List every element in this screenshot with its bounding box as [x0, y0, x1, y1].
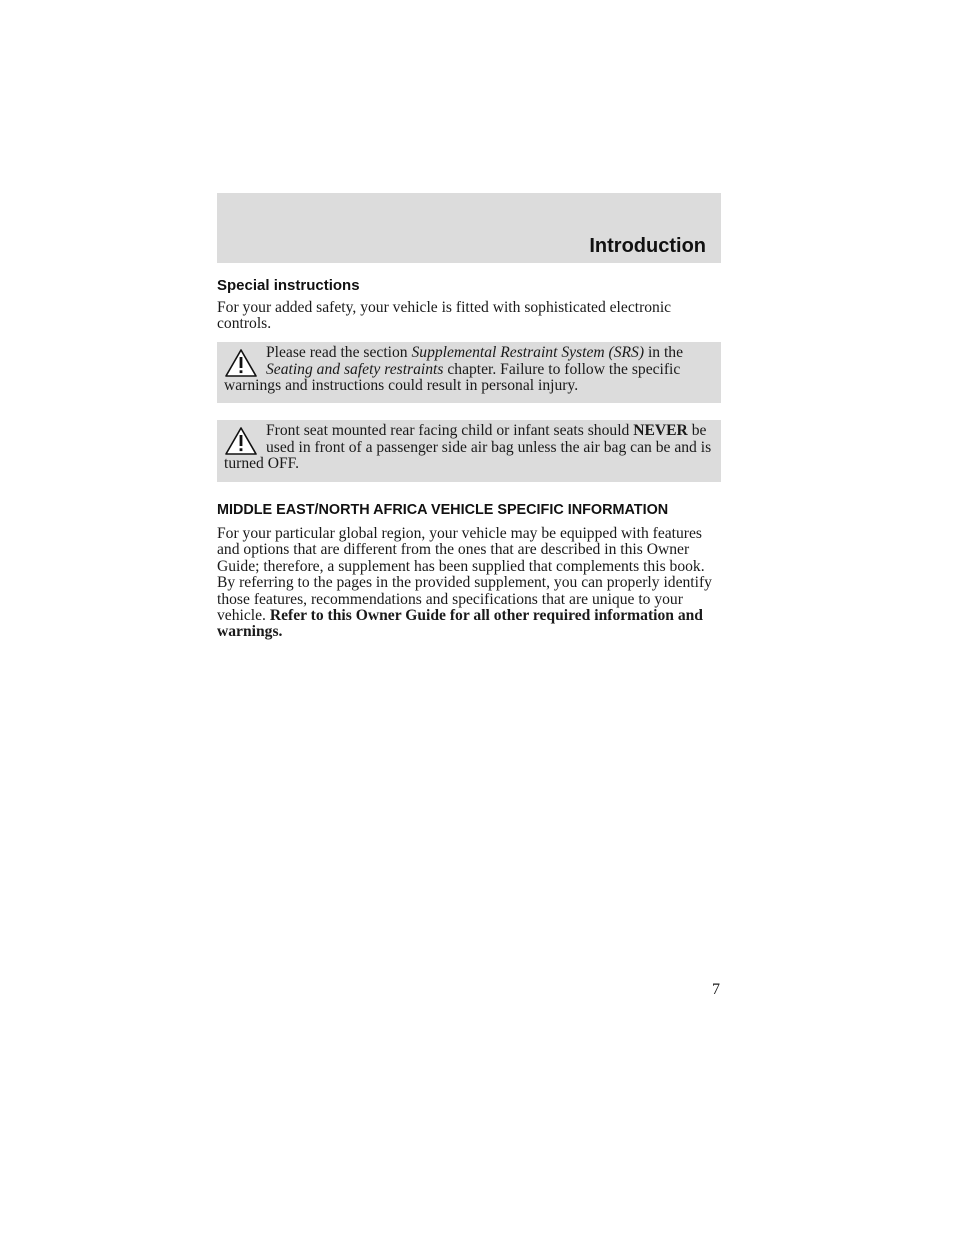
special-instructions-intro: For your added safety, your vehicle is fitted with sophisticated electronic controls. [217, 299, 672, 333]
chapter-title: Introduction [589, 235, 706, 257]
header-band [217, 193, 721, 263]
mena-body: For your particular global region, your vehicle may be equipped with features and options that are different from the ones that are described in this Owner Guide; therefore, a supplement has been supplied that complements this book. By referring to the pages in the provided supplement, you can properly identify those features, recommendations and specifications that are unique to your vehicle. Refer to this Owner Guide for all other required information and warnings. [217, 525, 712, 641]
warning-child-seat-text: Front seat mounted rear facing child or infant seats should NEVER be used in front of a passenger side air bag unless the air bag can be and is turned OFF. [224, 422, 712, 473]
page-number: 7 [712, 981, 720, 998]
warning-triangle-icon [224, 426, 258, 456]
warning-triangle-icon [224, 348, 258, 378]
mena-heading: MIDDLE EAST/NORTH AFRICA VEHICLE SPECIFIC INFORMATION [217, 502, 669, 518]
warning-srs-text: Please read the section Supplemental Restraint System (SRS) in the Seating and safety restraints chapter. Failure to follow the specific warnings and instructions could result in personal injury. [224, 344, 684, 395]
special-instructions-heading: Special instructions [217, 277, 360, 294]
warning-box-child-seat [217, 420, 721, 482]
warning-box-srs [217, 342, 721, 403]
